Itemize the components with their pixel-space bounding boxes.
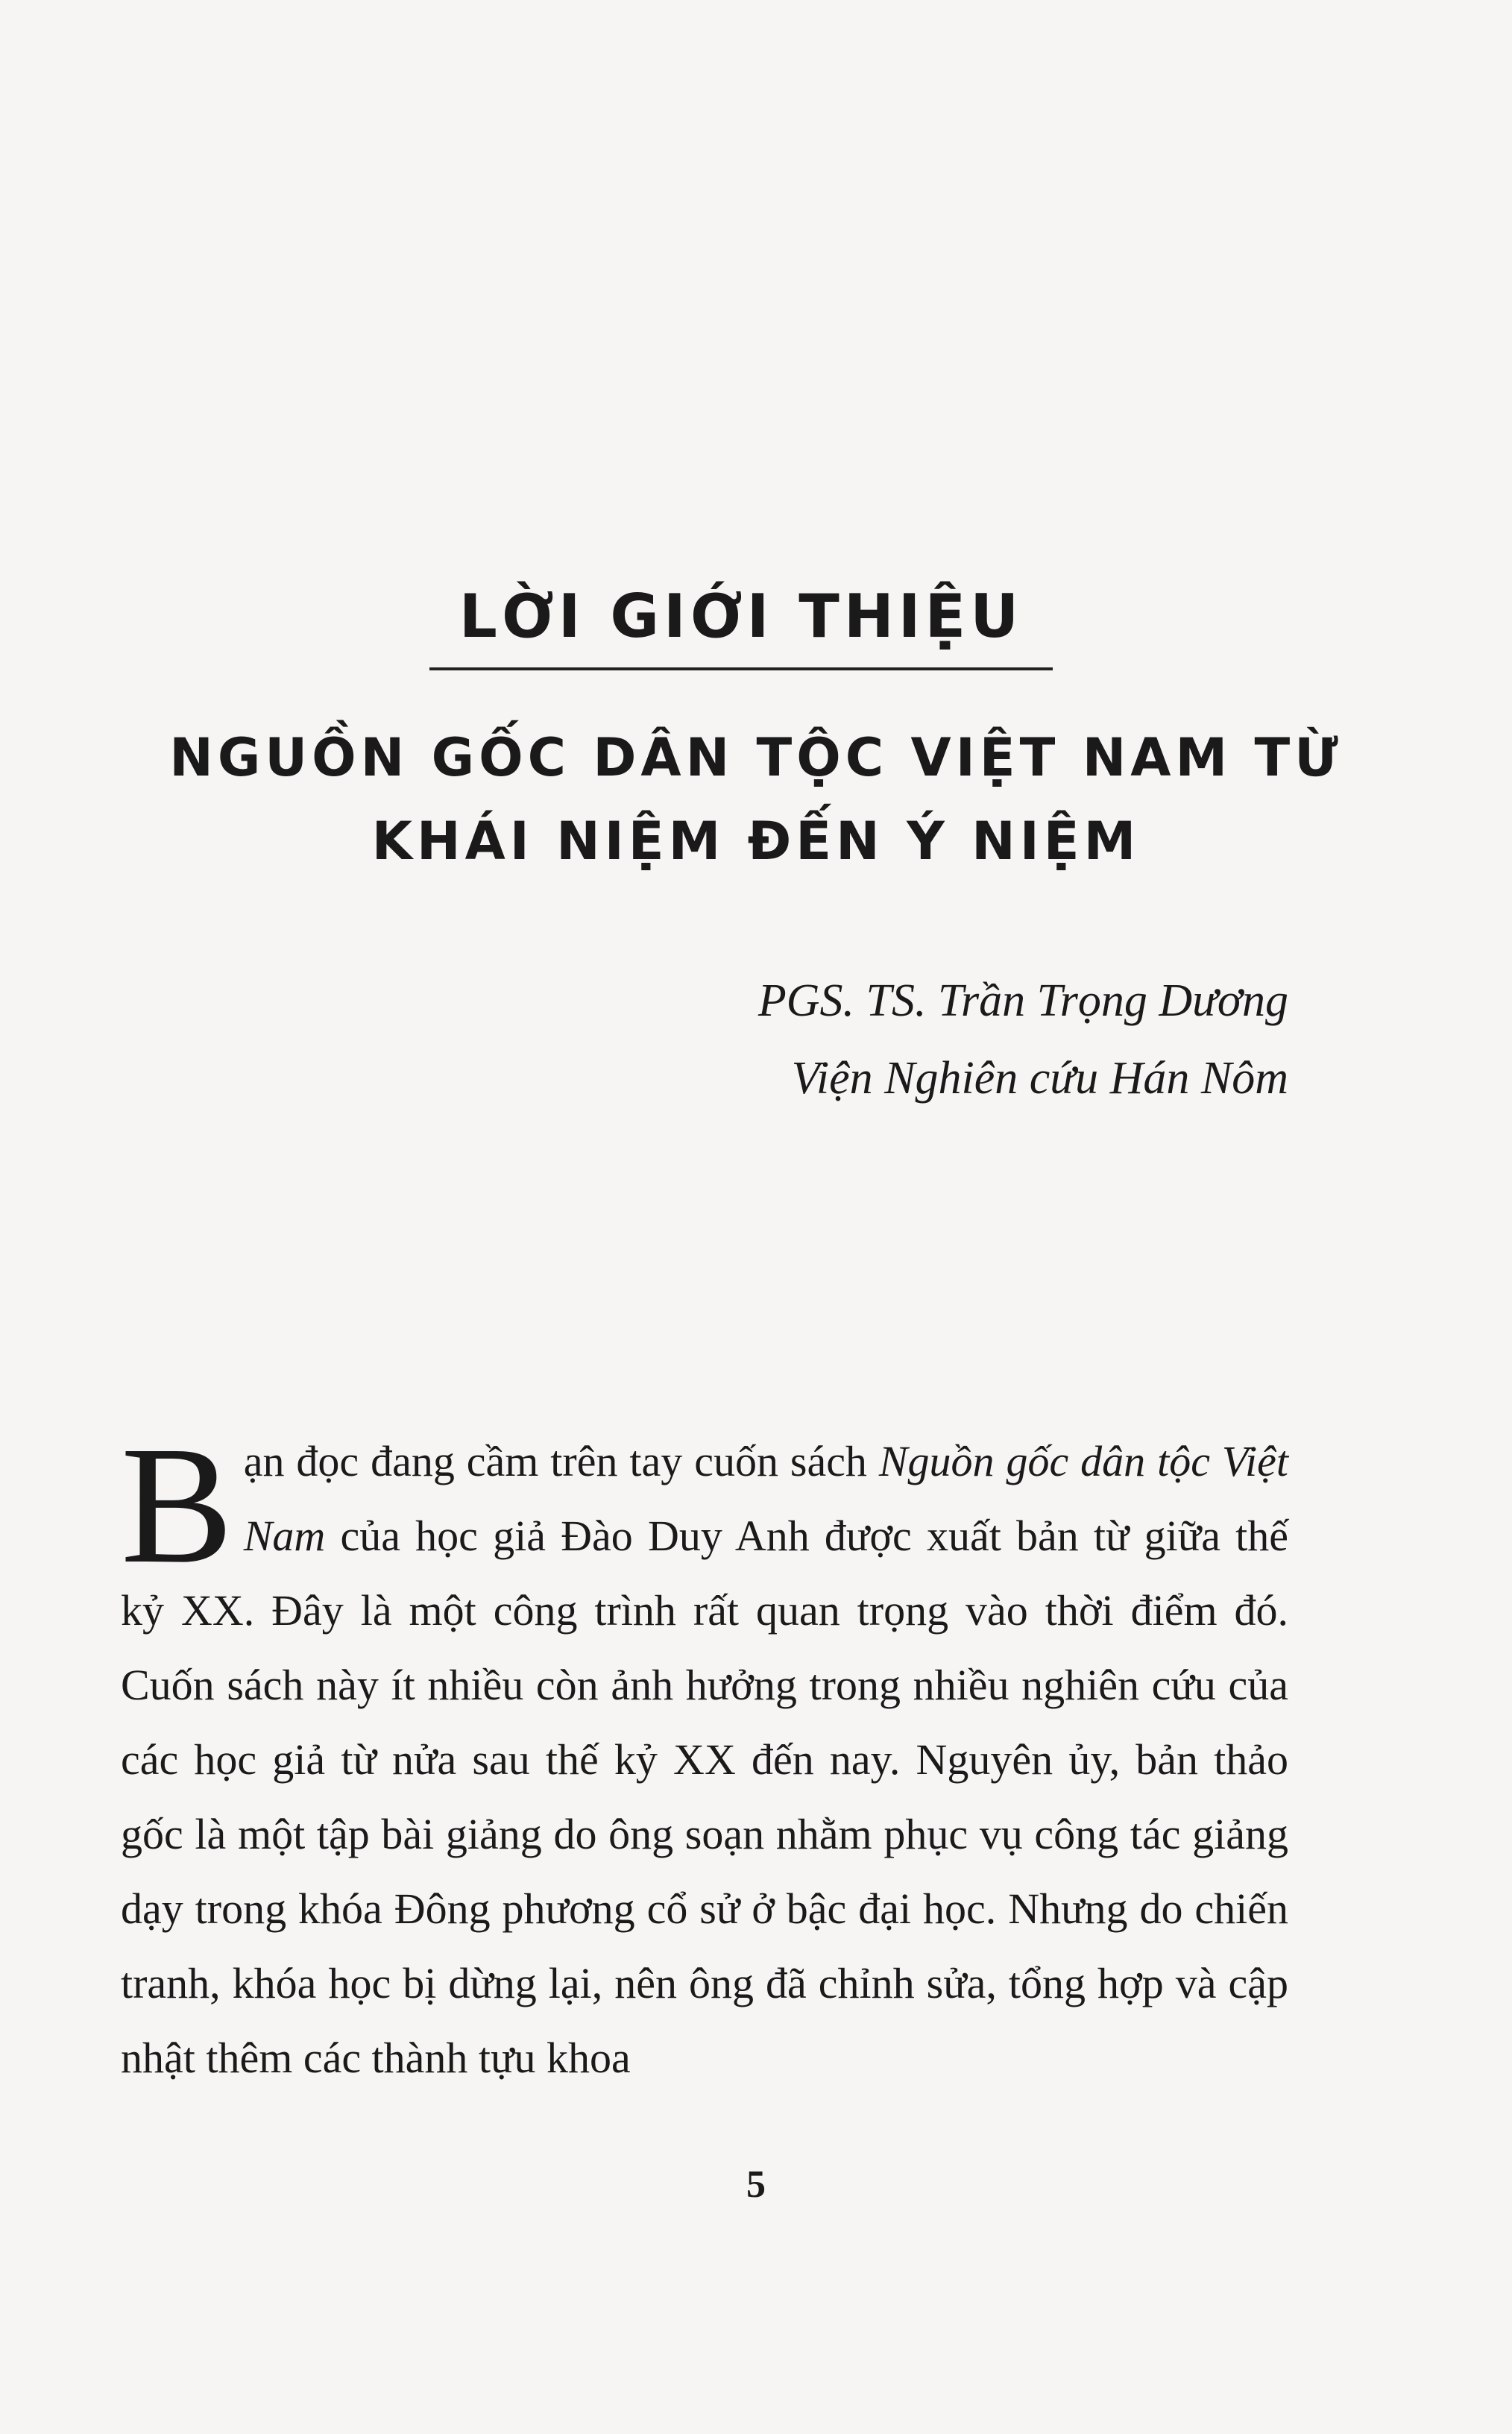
body-text-rest: của học giả Đào Duy Anh được xuất bản từ giữa thế kỷ XX. Đây là một công trình rất quan trọng vào thời điểm đó. Cuốn sách này ít nhiều còn ảnh hưởng trong nhiều nghiên cứu của các học giả từ nửa sau thế kỷ XX đến nay. Nguyên ủy, bản thảo gốc là một tập bài giảng do ông soạn nhằm phục vụ công tác giảng dạy trong khóa Đông phương cổ sử ở bậc đại học. Nhưng do chiến tranh, khóa học bị dừng lại, nên ông đã chỉnh sửa, tổng hợp và cập nhật thêm các thành tựu khoa (121, 1512, 1288, 2082)
author-block (758, 962, 1288, 1117)
chapter-title-line-2: KHÁI NIỆM ĐẾN Ý NIỆM (371, 811, 1141, 872)
chapter-title-line-1: NGUỒN GỐC DÂN TỘC VIỆT NAM TỪ (169, 727, 1343, 788)
section-title: LỜI GIỚI THIỆU (429, 582, 1053, 670)
book-title: Nguồn gốc dân tộc Việt Nam (243, 1437, 1288, 1560)
body-paragraph (121, 1412, 1288, 2095)
drop-cap: B (121, 1412, 233, 1598)
author-name: PGS. TS. Trần Trọng Dương (757, 975, 1288, 1026)
section-heading (0, 582, 1512, 670)
page-number: 5 (746, 2163, 766, 2206)
author-affiliation: Viện Nghiên cứu Hán Nôm (791, 1053, 1288, 1104)
chapter-title (0, 716, 1512, 883)
body-text-start: ạn đọc đang cầm trên tay cuốn sách (243, 1437, 879, 1485)
